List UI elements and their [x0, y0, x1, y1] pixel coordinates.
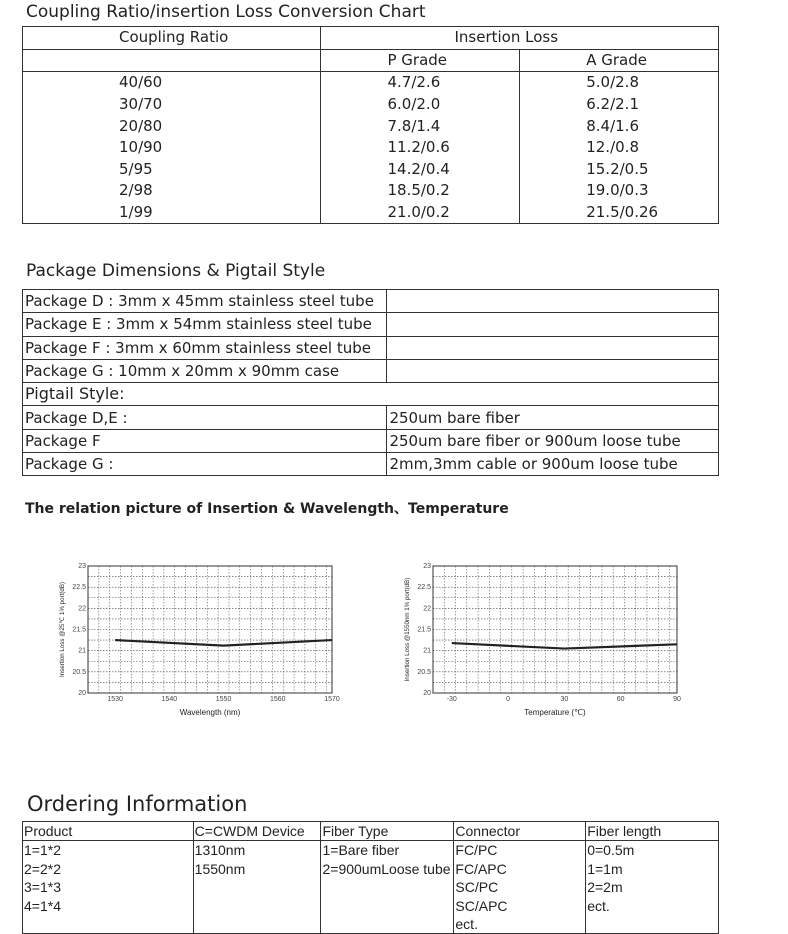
ordering-option: FC/PC: [455, 842, 498, 859]
package-cell-right: [387, 359, 719, 382]
table-row: [23, 453, 719, 476]
pigtail-style-label: Pigtail Style:: [23, 383, 719, 406]
table-row: [23, 115, 719, 137]
pigtail-cell-right: 250um bare fiber or 900um loose tube: [387, 429, 719, 452]
x-tick-label: 1540: [161, 696, 178, 703]
y-tick-label: 21: [423, 647, 431, 655]
ordering-option: FC/APC: [455, 860, 507, 877]
table-row: [23, 290, 719, 313]
x-tick-label: 1530: [107, 696, 123, 703]
x-tick-label: 60: [616, 696, 625, 703]
ordering-option: 3=1*3: [24, 879, 61, 896]
table-row: [23, 313, 719, 336]
coupling-ratio-table: [22, 26, 719, 224]
cell-ratio: 20/80: [23, 115, 321, 137]
ordering-column: [454, 841, 586, 934]
ordering-option: 1=Bare fiber: [322, 842, 400, 859]
cell-p: 21.0/0.2: [321, 202, 520, 224]
table-row: [23, 72, 719, 94]
x-tick-label: 1570: [324, 696, 340, 703]
col-header-a-grade: A Grade: [520, 49, 719, 72]
chart-grid: [433, 566, 677, 693]
pigtail-cell-left: Package F: [23, 429, 387, 452]
package-cell-left: Package E : 3mm x 54mm stainless steel tube: [23, 313, 387, 336]
y-tick-label: 20.5: [417, 668, 431, 676]
table-row: [23, 336, 719, 359]
ordering-option: 0=0.5m: [587, 842, 635, 859]
package-cell-right: [387, 313, 719, 336]
package-cell-left: Package D : 3mm x 45mm stainless steel tube: [23, 290, 387, 313]
y-tick-label: 21: [78, 647, 86, 655]
table-row: [23, 159, 719, 181]
ordering-column: [321, 841, 454, 934]
cell-p: 18.5/0.2: [321, 180, 520, 202]
package-table: [22, 289, 719, 476]
ordering-header: Product: [23, 822, 194, 841]
col-header-insertion-loss: Insertion Loss: [321, 27, 719, 50]
ordering-header: C=CWDM Device: [193, 822, 321, 841]
ordering-option: SC/PC: [455, 879, 499, 896]
package-cell-left: Package G : 10mm x 20mm x 90mm case: [23, 359, 387, 382]
package-cell-right: [387, 336, 719, 359]
ordering-option: 2=2m: [587, 879, 623, 896]
pigtail-cell-left: Package G :: [23, 453, 387, 476]
ordering-option: SC/APC: [455, 897, 508, 914]
pigtail-cell-left: Package D,E :: [23, 406, 387, 429]
cell-a: 19.0/0.3: [520, 180, 719, 202]
ordering-header: Connector: [454, 822, 586, 841]
y-axis-label: Insertion Loss @25℃ 1% port(dB): [59, 581, 66, 678]
table-row: [23, 202, 719, 224]
cell-a: 5.0/2.8: [520, 72, 719, 94]
ordering-option: 1=1m: [587, 860, 623, 877]
package-title: Package Dimensions & Pigtail Style: [26, 261, 326, 281]
empty-cell: [23, 49, 321, 72]
cell-p: 14.2/0.4: [321, 159, 520, 181]
cell-p: 7.8/1.4: [321, 115, 520, 137]
pigtail-cell-right: 2mm,3mm cable or 900um loose tube: [387, 453, 719, 476]
ordering-column: [586, 841, 719, 934]
cell-p: 4.7/2.6: [321, 72, 520, 94]
x-tick-label: 1560: [269, 696, 286, 703]
cell-a: 21.5/0.26: [520, 202, 719, 224]
x-tick-label: 1550: [215, 696, 232, 703]
y-tick-label: 23: [78, 563, 86, 570]
package-cell-right: [387, 290, 719, 313]
y-tick-label: 22: [423, 605, 431, 613]
x-tick-label: 0: [506, 696, 511, 703]
ordering-option: ect.: [587, 897, 610, 914]
cell-ratio: 5/95: [23, 159, 321, 181]
x-tick-label: 30: [560, 696, 569, 703]
cell-ratio: 1/99: [23, 202, 321, 224]
series-line: [115, 640, 332, 646]
ordering-option: 1310nm: [194, 842, 246, 859]
table-row: [23, 406, 719, 429]
ordering-header: Fiber length: [586, 822, 719, 841]
chart-grid: [88, 566, 332, 693]
wavelength-chart: [50, 558, 350, 728]
cell-ratio: 40/60: [23, 72, 321, 94]
table-row: [23, 429, 719, 452]
y-tick-label: 22.5: [72, 584, 86, 592]
package-cell-left: Package F : 3mm x 60mm stainless steel tube: [23, 336, 387, 359]
ordering-option: 2=900umLoose tube: [322, 860, 451, 877]
ordering-column: [193, 841, 321, 934]
y-tick-label: 21.5: [417, 626, 431, 634]
table-row: [23, 94, 719, 116]
series-line: [452, 643, 677, 649]
ordering-option: 1=1*2: [24, 842, 61, 859]
y-tick-label: 20: [78, 690, 86, 697]
x-tick-label: -30: [446, 696, 457, 703]
table-row: [23, 180, 719, 202]
cell-ratio: 30/70: [23, 94, 321, 116]
y-tick-label: 21.5: [72, 626, 86, 634]
ordering-table: [22, 821, 719, 934]
cell-ratio: 10/90: [23, 137, 321, 159]
ordering-option: ect.: [455, 916, 478, 933]
table-row: [23, 137, 719, 159]
relation-title: The relation picture of Insertion & Wavelength、Temperature: [25, 501, 509, 517]
ordering-header: Fiber Type: [321, 822, 454, 841]
ordering-column: [23, 841, 194, 934]
x-axis-label: Wavelength (nm): [179, 708, 241, 717]
cell-p: 11.2/0.6: [321, 137, 520, 159]
ordering-option: 2=2*2: [24, 860, 61, 877]
y-tick-label: 23: [423, 563, 431, 570]
y-tick-label: 22.5: [417, 584, 431, 592]
ordering-option: 4=1*4: [24, 897, 61, 914]
col-header-p-grade: P Grade: [321, 49, 520, 72]
table-row: [23, 359, 719, 382]
y-tick-label: 20.5: [72, 668, 86, 676]
cell-a: 15.2/0.5: [520, 159, 719, 181]
ordering-title: Ordering Information: [27, 792, 248, 816]
coupling-title: Coupling Ratio/insertion Loss Conversion Chart: [26, 2, 426, 22]
cell-a: 12./0.8: [520, 137, 719, 159]
y-axis-label: Insertion Loss @1550nm 1% port(dB): [404, 577, 411, 682]
cell-p: 6.0/2.0: [321, 94, 520, 116]
col-header-coupling-ratio: Coupling Ratio: [23, 27, 321, 50]
cell-ratio: 2/98: [23, 180, 321, 202]
cell-a: 8.4/1.6: [520, 115, 719, 137]
pigtail-cell-right: 250um bare fiber: [387, 406, 719, 429]
x-axis-label: Temperature (℃): [524, 708, 586, 717]
y-tick-label: 22: [78, 605, 86, 613]
y-tick-label: 20: [423, 690, 431, 697]
cell-a: 6.2/2.1: [520, 94, 719, 116]
ordering-option: 1550nm: [194, 860, 246, 877]
temperature-chart: [395, 558, 695, 728]
x-tick-label: 90: [673, 696, 681, 703]
